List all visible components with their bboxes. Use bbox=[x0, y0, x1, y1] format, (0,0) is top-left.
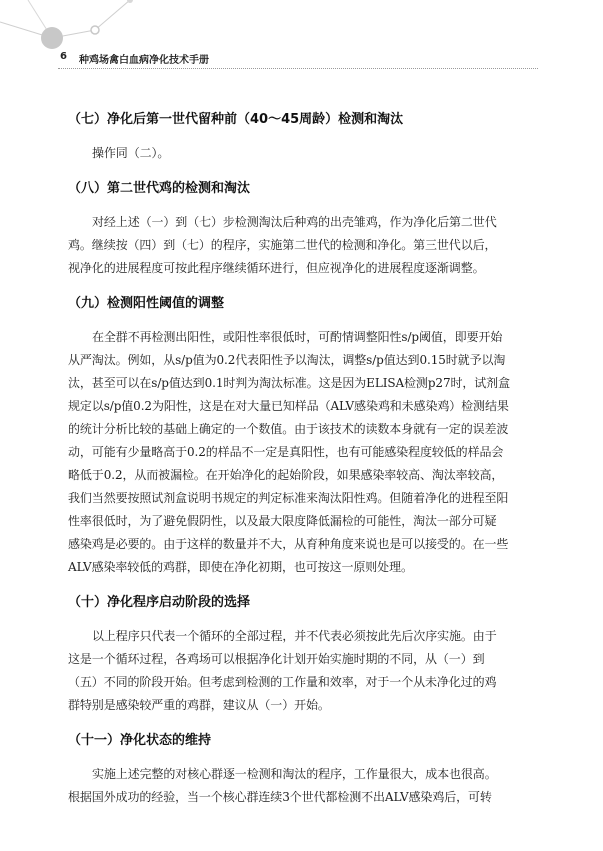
text-line: 以上程序只代表一个循环的全部过程，并不代表必须按此先后次序实施。由于 bbox=[92, 629, 497, 643]
section-heading: （十）净化程序启动阶段的选择 bbox=[68, 595, 251, 610]
text-line: 动，可能有少量略高于0.2的样品不一定是真阳性，也有可能感染程度较低的样品会 bbox=[68, 445, 504, 459]
section-11 bbox=[68, 731, 534, 809]
text-line: 性率很低时，为了避免假阴性，以及最大限度降低漏检的可能性，淘汰一部分可疑 bbox=[68, 514, 497, 528]
text-line: 操作同（二）。 bbox=[92, 146, 170, 160]
paragraph bbox=[68, 211, 534, 280]
text-line: 从严淘汰。例如，从s/p值为0.2代表阳性予以淘汰，调整s/p值达到0.15时就予以淘 bbox=[68, 353, 506, 367]
section-heading: （九）检测阳性阈值的调整 bbox=[68, 296, 225, 311]
decoration-dot-tiny bbox=[127, 0, 133, 3]
decoration-dot-small bbox=[91, 26, 99, 34]
text-line: 感染鸡是必要的。由于这样的数量并不大，从育种角度来说也是可以接受的。在一些 bbox=[68, 537, 509, 551]
text-line: 实施上述完整的对核心群逐一检测和淘汰的程序，工作量很大，成本也很高。 bbox=[92, 767, 497, 781]
section-heading: （十一）净化状态的维持 bbox=[68, 733, 212, 748]
header-rule bbox=[58, 68, 538, 69]
text-line: 群特别是感染较严重的鸡群，建议从（一）开始。 bbox=[68, 698, 330, 712]
section-heading: （七）净化后第一世代留种前（40～45周龄）检测和淘汰 bbox=[68, 112, 404, 127]
section-10 bbox=[68, 593, 534, 717]
page-number: 6 bbox=[60, 51, 67, 62]
text-line: 汰，甚至可以在s/p值达到0.1时判为淘汰标准。这是因为ELISA检测p27时，试剂盒 bbox=[68, 376, 510, 390]
book-title: 种鸡场禽白血病净化技术手册 bbox=[78, 55, 209, 66]
text-line: 规定以s/p值0.2为阳性，这是在对大量已知样品（ALV感染鸡和未感染鸡）检测结果 bbox=[68, 399, 509, 413]
paragraph bbox=[68, 142, 534, 165]
text-line: 这是一个循环过程，各鸡场可以根据净化计划开始实施时期的不同，从（一）到 bbox=[68, 652, 485, 666]
decoration-dot-large bbox=[41, 27, 63, 49]
text-line: （五）不同的阶段开始。但考虑到检测的工作量和效率，对于一个从未净化过的鸡 bbox=[68, 675, 497, 689]
running-header bbox=[60, 51, 209, 66]
section-7 bbox=[68, 110, 534, 165]
page-body bbox=[68, 110, 534, 809]
paragraph bbox=[68, 326, 534, 579]
text-line: 我们当然要按照试剂盒说明书规定的判定标准来淘汰阳性鸡。但随着净化的进程至阳 bbox=[68, 491, 509, 505]
text-line: ALV感染率较低的鸡群，即使在净化初期，也可按这一原则处理。 bbox=[68, 560, 413, 574]
text-line: 根据国外成功的经验，当一个核心群连续3个世代都检测不出ALV感染鸡后，可转 bbox=[68, 790, 492, 804]
text-line: 对经上述（一）到（七）步检测淘汰后种鸡的出壳雏鸡，作为净化后第二世代 bbox=[92, 215, 497, 229]
text-line: 鸡。继续按（四）到（七）的程序，实施第二世代的检测和净化。第三世代以后， bbox=[68, 238, 497, 252]
section-heading: （八）第二世代鸡的检测和淘汰 bbox=[68, 181, 251, 196]
text-line: 略低于0.2，从而被漏检。在开始净化的起始阶段，如果感染率较高、淘汰率较高， bbox=[68, 468, 504, 482]
paragraph bbox=[68, 763, 534, 809]
text-line: 在全群不再检测出阳性，或阳性率很低时，可酌情调整阳性s/p阈值，即要开始 bbox=[92, 330, 503, 344]
text-line: 视净化的进展程度可按此程序继续循环进行，但应视净化的进展程度逐渐调整。 bbox=[68, 261, 485, 275]
section-8 bbox=[68, 179, 534, 280]
paragraph bbox=[68, 625, 534, 717]
text-line: 的统计分析比较的基础上确定的一个数值。由于该技术的读数本身就有一定的误差波 bbox=[68, 422, 509, 436]
section-9 bbox=[68, 294, 534, 579]
